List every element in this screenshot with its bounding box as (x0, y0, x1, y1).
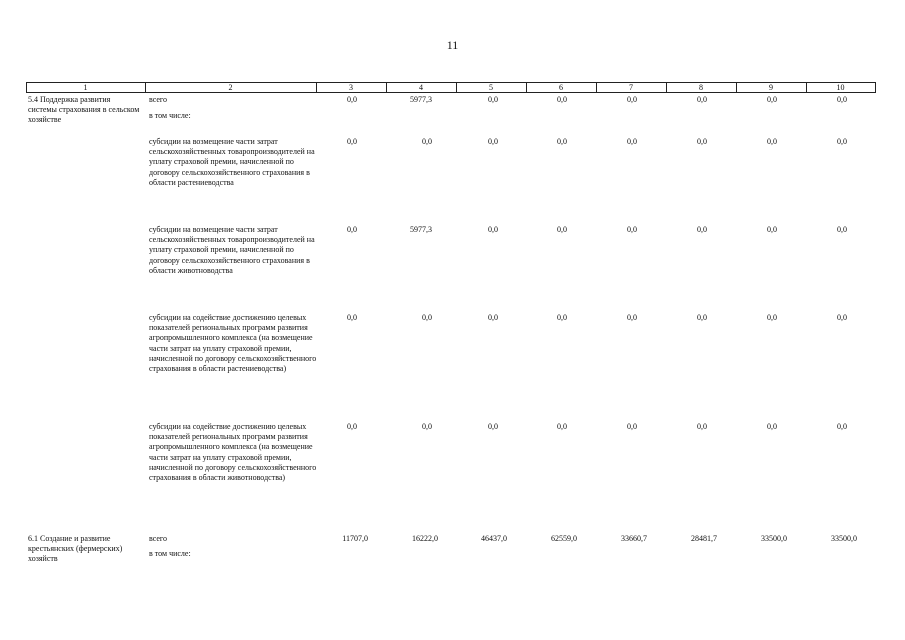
value-cell: 5977,3 (410, 225, 432, 234)
value-cell: 0,0 (627, 95, 637, 104)
value-cell: 0,0 (767, 225, 777, 234)
column-header: 7 (629, 83, 633, 92)
value-cell: 0,0 (422, 313, 432, 322)
value-cell: 0,0 (697, 137, 707, 146)
value-cell: 0,0 (347, 313, 357, 322)
value-cell: 0,0 (837, 95, 847, 104)
value-cell: 62559,0 (551, 534, 577, 543)
row-description: субсидии на возмещение части затрат сельскохозяйственных товаропроизводителей на уплату страховой премии, начисленной по договору сельскохозяйственного страхования в области растениеводства (149, 137, 315, 187)
value-cell: 33660,7 (621, 534, 647, 543)
value-cell: 0,0 (627, 313, 637, 322)
row-description: всего (149, 534, 168, 543)
row-subheading: в том числе: (149, 111, 191, 120)
value-cell: 46437,0 (481, 534, 507, 543)
value-cell: 28481,7 (691, 534, 717, 543)
value-cell: 0,0 (347, 422, 357, 431)
value-cell: 0,0 (422, 137, 432, 146)
value-cell: 5977,3 (410, 95, 432, 104)
item-title: 5.4 Поддержка развития системы страхования в сельском хозяйстве (28, 95, 140, 124)
item-title: 6.1 Создание и развитие крестьянских (фермерских) хозяйств (28, 534, 123, 563)
value-cell: 0,0 (627, 422, 637, 431)
value-cell: 16222,0 (412, 534, 438, 543)
value-cell: 0,0 (697, 225, 707, 234)
row-description: субсидии на содействие достижению целевых показателей региональных программ развития агропромышленного комплекса (на возмещение части затрат на уплату страховой премии, начисленной по договору сельскохозяйственного страхования в области животноводства) (149, 422, 317, 483)
value-cell: 0,0 (697, 313, 707, 322)
column-header: 4 (419, 83, 423, 92)
value-cell: 0,0 (837, 313, 847, 322)
row-description: субсидии на возмещение части затрат сельскохозяйственных товаропроизводителей на уплату страховой премии, начисленной по договору сельскохозяйственного страхования в области животноводства (149, 225, 315, 275)
value-cell: 0,0 (488, 313, 498, 322)
value-cell: 0,0 (697, 422, 707, 431)
column-header: 5 (489, 83, 493, 92)
value-cell: 0,0 (488, 95, 498, 104)
value-cell: 0,0 (837, 137, 847, 146)
value-cell: 0,0 (627, 225, 637, 234)
value-cell: 0,0 (347, 137, 357, 146)
value-cell: 0,0 (697, 95, 707, 104)
value-cell: 11707,0 (342, 534, 368, 543)
value-cell: 0,0 (627, 137, 637, 146)
value-cell: 0,0 (767, 422, 777, 431)
value-cell: 0,0 (422, 422, 432, 431)
value-cell: 0,0 (488, 225, 498, 234)
value-cell: 33500,0 (831, 534, 857, 543)
value-cell: 0,0 (557, 225, 567, 234)
column-header: 1 (83, 83, 88, 92)
row-description: всего (149, 95, 168, 104)
value-cell: 0,0 (488, 137, 498, 146)
value-cell: 0,0 (837, 225, 847, 234)
column-header: 9 (769, 83, 773, 92)
column-header: 8 (699, 83, 703, 92)
row-description: субсидии на содействие достижению целевых показателей региональных программ развития агропромышленного комплекса (на возмещение части затрат на уплату страховой премии, начисленной по договору сельскохозяйственного страхования в области растениеводства) (149, 313, 317, 374)
column-header: 2 (228, 83, 233, 92)
value-cell: 0,0 (557, 95, 567, 104)
column-header: 3 (349, 83, 353, 92)
value-cell: 0,0 (557, 137, 567, 146)
column-header: 6 (559, 83, 563, 92)
value-cell: 0,0 (557, 313, 567, 322)
row-subheading: в том числе: (149, 549, 191, 558)
value-cell: 0,0 (767, 313, 777, 322)
value-cell: 0,0 (488, 422, 498, 431)
value-cell: 0,0 (347, 225, 357, 234)
page-number: 11 (446, 38, 459, 52)
value-cell: 0,0 (557, 422, 567, 431)
value-cell: 0,0 (837, 422, 847, 431)
value-cell: 0,0 (767, 137, 777, 146)
column-header: 10 (836, 83, 845, 92)
value-cell: 33500,0 (761, 534, 787, 543)
value-cell: 0,0 (767, 95, 777, 104)
value-cell: 0,0 (347, 95, 357, 104)
